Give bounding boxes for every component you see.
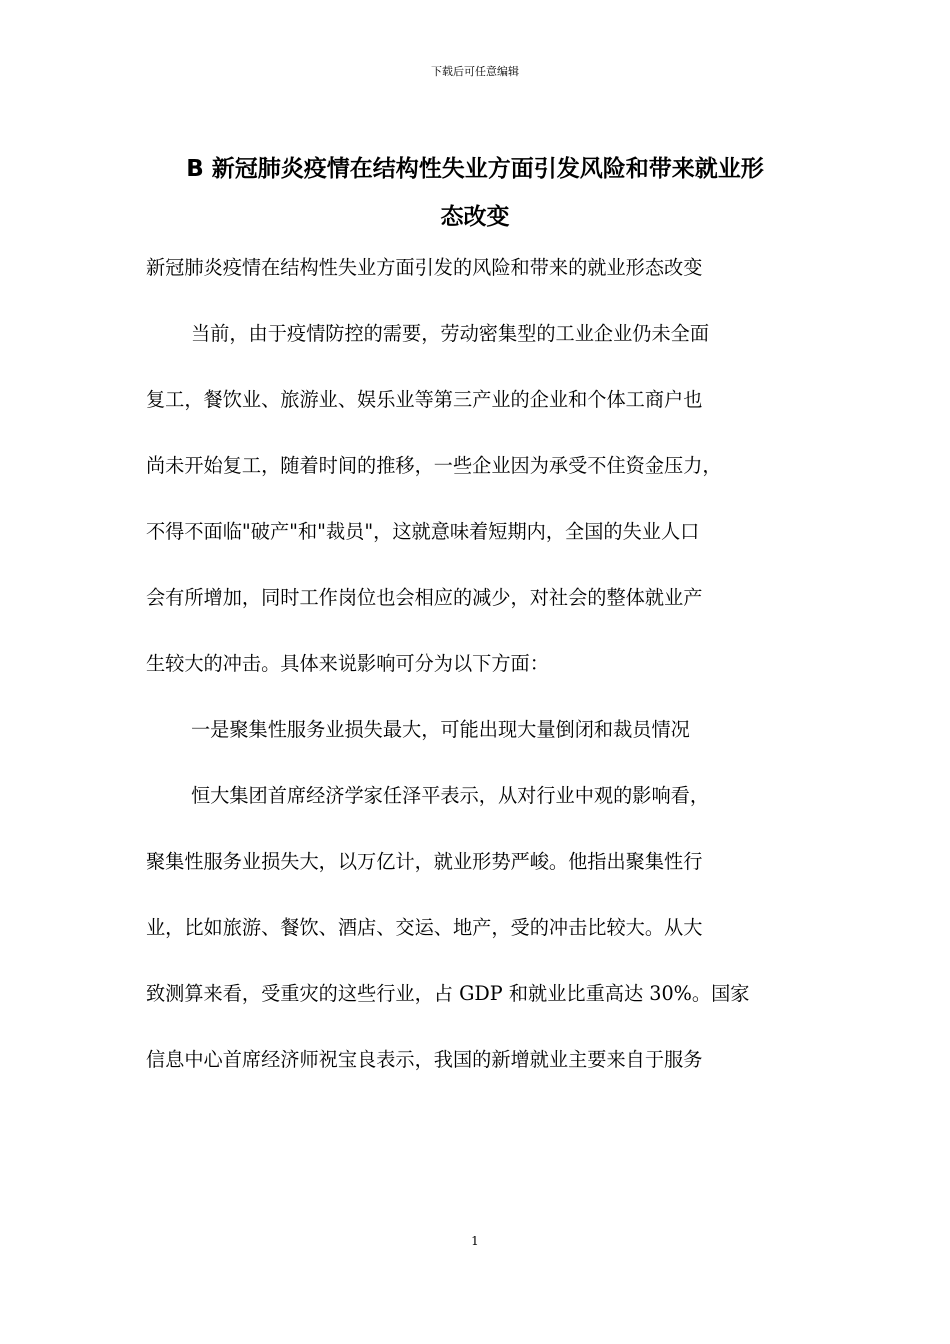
page-number: 1 [471, 1234, 479, 1248]
body-line: 生较大的冲击。具体来说影响可分为以下方面： [146, 652, 549, 675]
title-line-1: B 新冠肺炎疫情在结构性失业方面引发风险和带来就业形 [186, 156, 764, 182]
body-line: 信息中心首席经济师祝宝良表示，我国的新增就业主要来自于服务 [146, 1048, 703, 1071]
body-line: 新冠肺炎疫情在结构性失业方面引发的风险和带来的就业形态改变 [146, 256, 703, 279]
body-line: 尚未开始复工，随着时间的推移，一些企业因为承受不住资金压力， [146, 454, 722, 477]
body-line: 会有所增加，同时工作岗位也会相应的减少，对社会的整体就业产 [146, 586, 703, 609]
document-title [146, 145, 804, 241]
page-header: 下载后可任意编辑 [431, 65, 519, 78]
body-line: 当前，由于疫情防控的需要，劳动密集型的工业企业仍未全面 [191, 322, 710, 345]
document-body [146, 256, 822, 1114]
body-line: 业，比如旅游、餐饮、酒店、交运、地产，受的冲击比较大。从大 [146, 916, 703, 939]
body-line: 致测算来看，受重灾的这些行业，占 GDP 和就业比重高达 30%。国家 [146, 982, 750, 1005]
title-line-2: 态改变 [440, 204, 510, 230]
body-line: 恒大集团首席经济学家任泽平表示，从对行业中观的影响看， [191, 784, 710, 807]
body-line: 聚集性服务业损失大，以万亿计，就业形势严峻。他指出聚集性行 [146, 850, 703, 873]
body-line: 不得不面临"破产"和"裁员"，这就意味着短期内，全国的失业人口 [146, 520, 700, 543]
body-line: 一是聚集性服务业损失最大，可能出现大量倒闭和裁员情况 [191, 718, 690, 741]
body-line: 复工，餐饮业、旅游业、娱乐业等第三产业的企业和个体工商户也 [146, 388, 703, 411]
